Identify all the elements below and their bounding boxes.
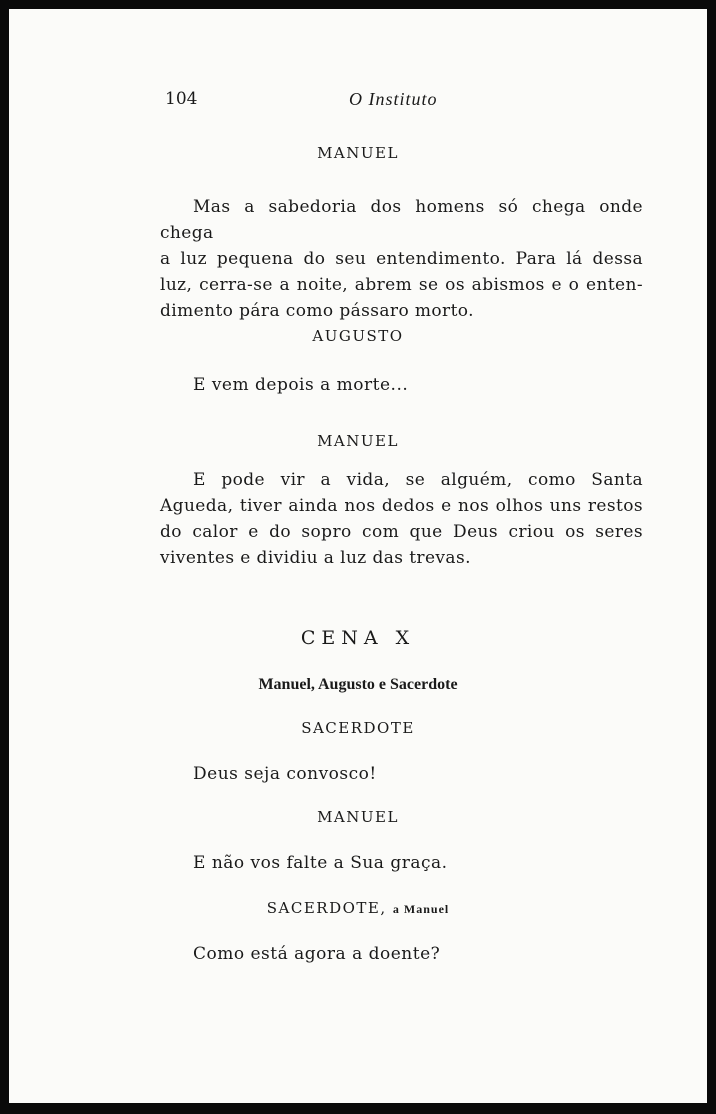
- page-number: 104: [165, 89, 198, 109]
- text-line: do calor e do sopro com que Deus criou os seres: [160, 522, 643, 542]
- speaker-name: SACERDOTE,: [266, 899, 387, 917]
- text-line: viventes e dividiu a luz das trevas.: [160, 548, 471, 568]
- text-line: E pode vir a vida, se alguém, como Santa: [193, 470, 643, 490]
- dialogue-line: E não vos falte a Sua graça.: [193, 853, 448, 873]
- text-line: Mas a sabedoria dos homens só chega onde chega: [160, 197, 643, 243]
- speaker-name: MANUEL: [317, 432, 399, 450]
- scene-cast: Manuel, Augusto e Sacerdote: [258, 676, 458, 693]
- text-line: Agueda, tiver ainda nos dedos e nos olhos uns restos: [160, 496, 643, 516]
- speaker-name: MANUEL: [317, 808, 399, 826]
- dialogue-paragraph: [160, 194, 643, 324]
- book-page: [9, 9, 707, 1103]
- speaker-name: AUGUSTO: [312, 327, 404, 345]
- speaker-with-direction: [9, 899, 707, 917]
- dialogue-line: E vem depois a morte...: [193, 375, 409, 395]
- text-line: luz, cerra-se a noite, abrem se os abismos e o enten-: [160, 275, 643, 295]
- dialogue-line: Como está agora a doente?: [193, 944, 441, 964]
- speaker-name: MANUEL: [317, 144, 399, 162]
- dialogue-line: Deus seja convosco!: [193, 764, 377, 784]
- running-title: O Instituto: [349, 89, 438, 109]
- stage-direction: a Manuel: [392, 902, 450, 916]
- text-line: dimento pára como pássaro morto.: [160, 301, 474, 321]
- dialogue-paragraph: [160, 467, 643, 571]
- speaker-name: SACERDOTE: [301, 719, 415, 737]
- scene-title: CENA X: [300, 627, 416, 649]
- text-line: a luz pequena do seu entendimento. Para lá dessa: [160, 249, 643, 269]
